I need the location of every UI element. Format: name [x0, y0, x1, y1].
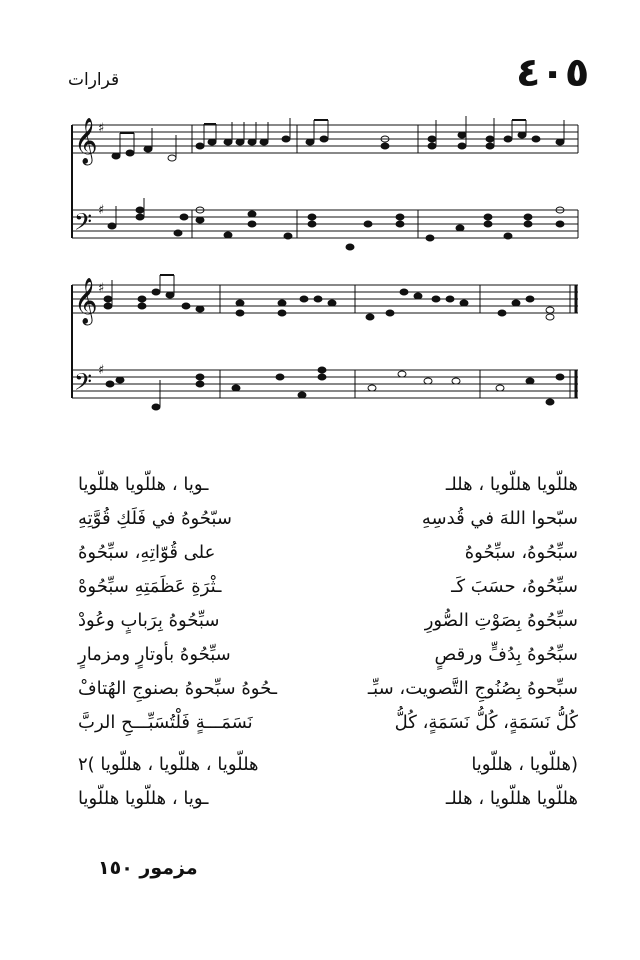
section-label: قرارات [68, 70, 120, 90]
staff-bass-1 [72, 210, 578, 238]
svg-text:♯: ♯ [98, 363, 105, 378]
lyrics-line: سبّحوا اللهَ في قُدسِهِ سبّحُوهُ في فَلَكِ قُوَّتِهِ [78, 508, 578, 529]
bass-clef-icon: 𝄢 [74, 208, 93, 241]
svg-text:♯: ♯ [98, 121, 105, 136]
treble-clef-icon: 𝄞 [74, 118, 98, 164]
music-score [60, 100, 580, 440]
refrain-line: هللّويا هللّويا ، هللـ ـويا ، هللّويا هللّويا [78, 788, 578, 809]
svg-text:𝄢: 𝄢 [74, 368, 93, 401]
lyrics-line: سبِّحُوهُ بِدُفٍّ ورقصٍ سبِّحُوهُ بأوتارٍ ومزمارٍ [78, 644, 578, 665]
lyrics-line: كُلُّ نَسَمَةٍ، كُلُّ نَسَمَةٍ، كُلُّ نَسَمَـــةٍ فَلْتُسَبِّـــحِ الربَّ [78, 712, 578, 733]
lyrics-line: سبِّحوهُ بِصُنُوجِ التَّصويت، سبِّـ ـحُوهُ سبِّحوهُ بصنوجِ الهُتافْ [78, 678, 578, 699]
staff-treble-2 [72, 285, 578, 313]
svg-text:♯: ♯ [98, 281, 105, 296]
lyrics-line: هللّويا هللّويا ، هللـ ـويا ، هللّويا هللّويا [78, 474, 578, 495]
lyrics-block [78, 470, 578, 818]
lyrics-line: سبِّحُوهُ، حسَبَ كَـ ـثْرَةِ عَظَمَتِهِ سبِّحُوهْ [78, 576, 578, 597]
page-number: ٤٠٥ [516, 50, 590, 96]
svg-text:♯: ♯ [98, 203, 105, 218]
lyrics-line: سبِّحُوهُ بِصَوْتِ الصُّورِ سبِّحُوهُ بِرَبابٍ وعُودْ [78, 610, 578, 631]
lyrics-line: سبِّحُوهُ، سبِّحُوهُ على قُوّاتِهِ، سبِّحُوهُ [78, 542, 578, 563]
refrain-line: (هللّويا ، هللّويا هللّويا ، هللّويا ، هللّويا )٢ [78, 754, 578, 775]
svg-text:𝄞: 𝄞 [74, 278, 98, 324]
psalm-reference: مزمور ١٥٠ [98, 857, 198, 879]
